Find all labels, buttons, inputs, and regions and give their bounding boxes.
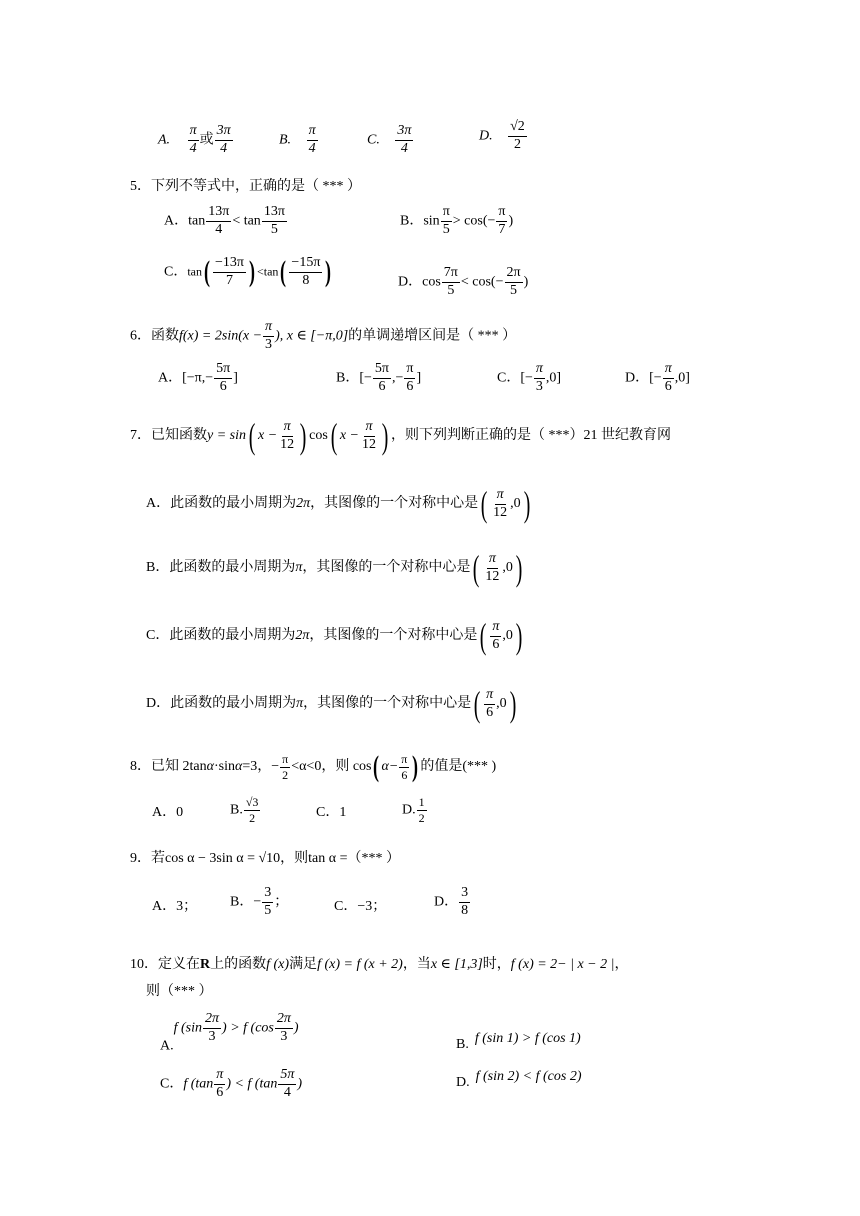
q5-option-c: C．tan( $\frac{-13\pi}{7}$ ) <tan( $\frac{-15\pi}{8}$ ) bbox=[164, 255, 332, 289]
q8-stem: 8．已知 2tanα·sinα=3，− $\frac{\pi}{2}$ <α<0，则 cos( α− $\frac{\pi}{6}$ ) 的值是(*** ) bbox=[130, 750, 497, 783]
q6-option-c: C．[− $\frac{\pi}{3}$ ,0] bbox=[497, 361, 562, 394]
q7-option-a: A．此函数的最小周期为2π，其图像的一个对称中心是( $\frac{\pi}{12}$ ,0) bbox=[146, 484, 530, 524]
q10-stem: 10．定义在R上的函数f (x)满足f (x) = f (x + 2)，当x ∈ [1,3]时，f (x) = 2− | x − 2 |， bbox=[130, 957, 629, 972]
q4-a-frac1: $\frac{\pi}{4}$ bbox=[189, 123, 197, 156]
q5-option-a: A．tan $\frac{13\pi}{4}$ < tan $\frac{13\pi}{5}$ bbox=[164, 204, 285, 237]
q8-option-c: C．1 bbox=[316, 805, 347, 820]
q7-option-b: B．此函数的最小周期为π，其图像的一个对称中心是( $\frac{\pi}{12}$ ,0) bbox=[146, 548, 523, 588]
q6-option-a: A．[−π,− $\frac{5\pi}{6}$ ] bbox=[158, 361, 238, 394]
q9-option-c: C．−3； bbox=[334, 899, 387, 914]
q10-option-d: D. f (sin 2) < f (cos 2) bbox=[456, 1069, 582, 1090]
q7-stem: 7．已知函数y = sin( x − $\frac{\pi}{12}$ ) cos( x − $\frac{\pi}{12}$ ) ，则下列判断正确的是（ ***）21 世纪教育网 bbox=[130, 416, 672, 456]
q6-stem: 6．函数f(x) = 2sin(x − $\frac{\pi}{3}$ ), x ∈ [−π,0]的单调递增区间是（ *** ） bbox=[130, 319, 517, 352]
q7-option-d: D．此函数的最小周期为π，其图像的一个对称中心是( $\frac{\pi}{6}$ ,0) bbox=[146, 684, 516, 724]
q8-option-b: B. $\frac{√3}{2}$ bbox=[230, 795, 259, 825]
q4-d: D. $\frac{√2}{2}$ bbox=[479, 119, 525, 152]
q4-b: B. $\frac{\pi}{4}$ bbox=[279, 123, 316, 156]
q5-stem: 5．下列不等式中，正确的是（ *** ） bbox=[130, 179, 361, 194]
q10-stem-line2: 则（*** ） bbox=[146, 984, 213, 999]
q4-c: C. $\frac{3\pi}{4}$ bbox=[367, 123, 412, 156]
q10-option-c: C．f (tan $\frac{\pi}{6}$ ) < f (tan $\frac{5\pi}{4}$ ) bbox=[160, 1067, 303, 1100]
q9-option-a: A．3； bbox=[152, 899, 198, 914]
q4-a-frac2: $\frac{3\pi}{4}$ bbox=[216, 123, 231, 156]
q7-option-c: C．此函数的最小周期为2π，其图像的一个对称中心是( $\frac{\pi}{6}$ ,0) bbox=[146, 616, 523, 656]
q9-stem: 9．若cos α − 3sin α = √10，则tan α =（*** ） bbox=[130, 851, 400, 866]
q10-option-b: B. f (sin 1) > f (cos 1) bbox=[456, 1031, 581, 1052]
q6-option-d: D．[− $\frac{\pi}{6}$ ,0] bbox=[625, 361, 690, 394]
q8-option-d: D. $\frac{1}{2}$ bbox=[402, 795, 425, 825]
q6-option-b: B．[− $\frac{5\pi}{6}$ ,− $\frac{\pi}{6}$ ] bbox=[336, 361, 422, 394]
q5-option-b: B．sin $\frac{\pi}{5}$ > cos(− $\frac{\pi}{7}$ ) bbox=[400, 204, 514, 237]
q4-a-label: A. bbox=[158, 132, 171, 148]
q8-option-a: A．0 bbox=[152, 805, 184, 820]
q9-option-b: B．− $\frac{3}{5}$ ； bbox=[230, 885, 289, 918]
q4-options: A. $\frac{\pi}{4}$ 或 $\frac{3\pi}{4}$ bbox=[158, 123, 231, 156]
q5-option-d: D．cos $\frac{7\pi}{5}$ < cos(− $\frac{2\pi}{5}$ ) bbox=[398, 265, 529, 298]
q10-option-a: A.f (sin $\frac{2\pi}{3}$ ) > f (cos $\frac{2\pi}{3}$ ) bbox=[160, 1011, 299, 1054]
q9-option-d: D． $\frac{3}{8}$ bbox=[434, 885, 469, 918]
